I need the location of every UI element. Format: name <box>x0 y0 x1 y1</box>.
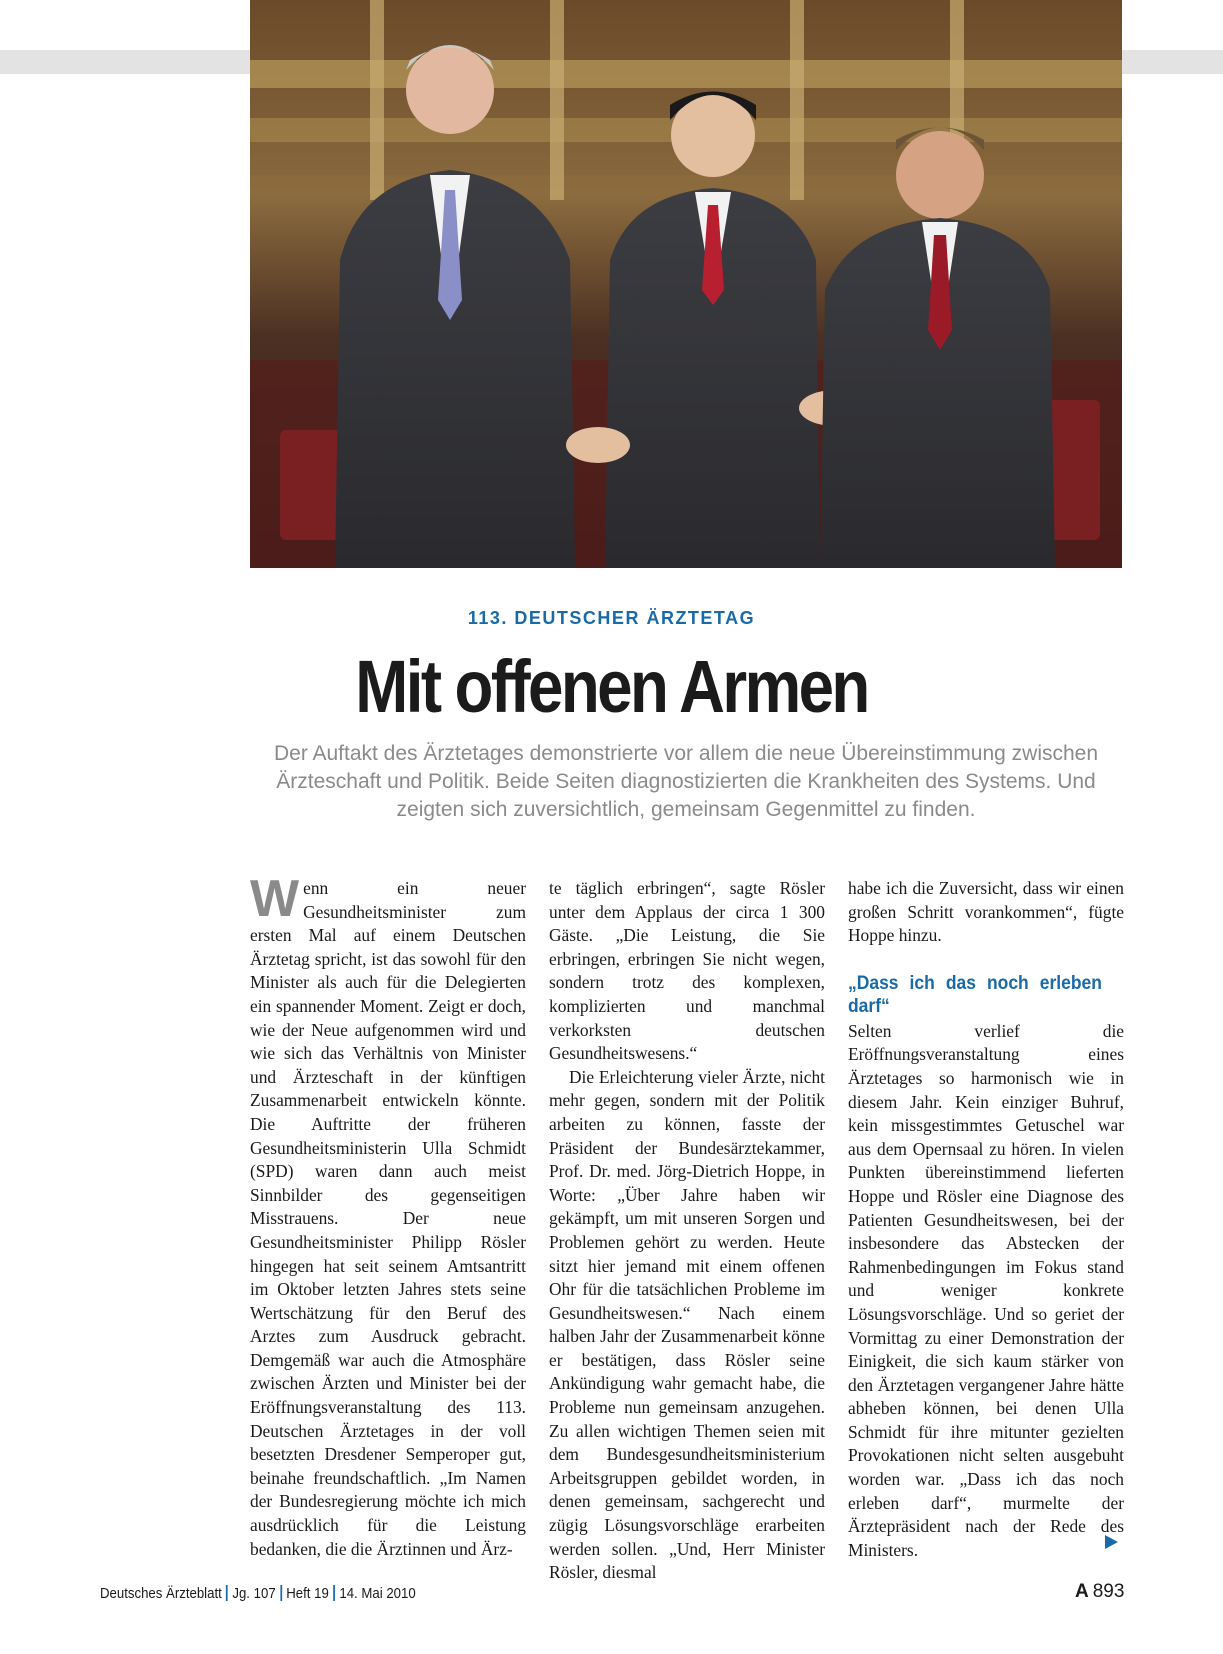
article-column-1 <box>250 870 526 1561</box>
article-headline: Mit offenen Armen <box>355 645 868 728</box>
article-lead: Der Auftakt des Ärztetages demonstrierte vor allem die neue Übereinstimmung zwischen Ärzteschaft und Politik. Beide Seiten diagnostizierten die Krankheiten des Systems. Und zeigten sich zuversichtlich, gemeinsam Gegenmittel zu finden. <box>273 742 1099 821</box>
footer-separator <box>226 1585 228 1601</box>
article-column-3 <box>848 877 1124 1562</box>
column-3-paragraph-1: habe ich die Zuversicht, dass wir einen großen Schritt vorankommen“, fügte Hoppe hinzu. <box>848 878 1124 946</box>
article-kicker: 113. DEUTSCHER ÄRZTETAG <box>467 608 756 628</box>
footer-separator <box>280 1585 282 1601</box>
page-number-value: 893 <box>1092 1581 1125 1602</box>
continue-arrow-icon <box>1105 1535 1118 1549</box>
footer-separator <box>333 1585 335 1601</box>
drop-cap: W <box>250 870 300 928</box>
article-photo <box>250 0 1122 568</box>
photo-icon <box>250 0 1122 568</box>
page-number <box>1075 1581 1124 1603</box>
footer-issue: Heft 19 <box>286 1585 329 1602</box>
column-3-paragraph-2: Selten verlief die Eröffnungsveranstaltung eines Ärztetages so harmonisch wie in diesem Jahr. Kein einziger Buhruf, kein missgestimmtes Getuschel war aus dem Opernsaal zu hören. In vielen Punkten übereinstimmend lieferten Hoppe und Rösler eine Diagnose des Patienten Gesundheitswesen, bei der insbesondere das Abstecken der Rahmenbedingungen im Fokus stand und weniger konkrete Lösungsvorschläge. Und so geriet der Vormittag zu einer Demonstration der Einigkeit, die sich kaum stärker von den Ärztetagen vergangener Jahre hätte abheben können, bei denen Ulla Schmidt für ihre mitunter gezielten Provokationen nicht selten ausgebuht worden war. „Dass ich das noch erleben darf“, murmelte der Ärztepräsident nach der Rede des Ministers. <box>848 1020 1124 1560</box>
footer-date: 14. Mai 2010 <box>339 1585 416 1602</box>
column-1-paragraph: enn ein neuer Gesundheitsminister zum ersten Mal auf einem Deutschen Ärztetag spricht, ist das sowohl für den Minister als auch für die Delegierten ein spannender Moment. Zeigt er doch, wie der Neue aufgenommen wird und wie sich das Verhältnis von Minister und Ärzteschaft in der künftigen Zusammenarbeit entwickeln könnte. Die Auftritte der früheren Gesundheitsministerin Ulla Schmidt (SPD) waren dann auch meist Sinnbilder des gegenseitigen Misstrauens. Der neue Gesundheitsminister Philipp Rösler hingegen hat seit seinem Amtsantritt im Oktober letzten Jahres stets seine Wertschätzung für den Beruf des Arztes zum Ausdruck gebracht. Demgemäß war auch die Atmosphäre zwischen Ärzten und Minister bei der Eröffnungsveranstaltung des 113. Deutschen Ärztetages in der voll besetzten Dresdener Semperoper gut, beinahe freundschaftlich. „Im Namen der Bundesregierung möchte ich mich ausdrücklich für die Leistung bedanken, die die Ärztinnen und Ärz- <box>250 878 526 1559</box>
header-gray-bar-right <box>1120 50 1223 74</box>
page-footer <box>100 1585 416 1602</box>
page-prefix: A <box>1075 1581 1089 1602</box>
footer-journal: Deutsches Ärzteblatt <box>100 1585 222 1602</box>
column-2-paragraph-2: Die Erleichterung vieler Ärzte, nicht mehr gegen, sondern mit der Politik arbeiten zu können, fasste der Präsident der Bundesärztekammer, Prof. Dr. med. Jörg-Dietrich Hoppe, in Worte: „Über Jahre haben wir gekämpft, um mit unseren Sorgen und Problemen gehört zu werden. Heute sitzt hier jemand mit einem offenen Ohr für die tatsächlichen Probleme im Gesundheitswesen.“ Nach einem halben Jahr der Zusammenarbeit könne er bestätigen, dass Rösler seine Ankündigung wahr gemacht habe, die Probleme nun gemeinsam anzugehen. Zu allen wichtigen Themen seien mit dem Bundesgesundheitsministerium Arbeitsgruppen gebildet worden, in denen gemeinsam, sachgerecht und zügig Lösungsvorschläge erarbeiten werden sollen. „Und, Herr Minister Rösler, diesmal <box>549 1066 825 1583</box>
article-column-2 <box>549 877 825 1585</box>
article-subheading: „Dass ich das noch erleben darf“ <box>848 972 1102 1017</box>
footer-volume: Jg. 107 <box>232 1585 276 1602</box>
header-gray-bar-left <box>0 50 250 74</box>
column-2-paragraph-1: te täglich erbringen“, sagte Rösler unter dem Applaus der circa 1 300 Gäste. „Die Leistung, die Sie erbringen, erbringen Sie nicht wegen, sondern trotz des komplexen, komplizierten und manchmal verkorksten deutschen Gesundheitswesens.“ <box>549 878 825 1064</box>
